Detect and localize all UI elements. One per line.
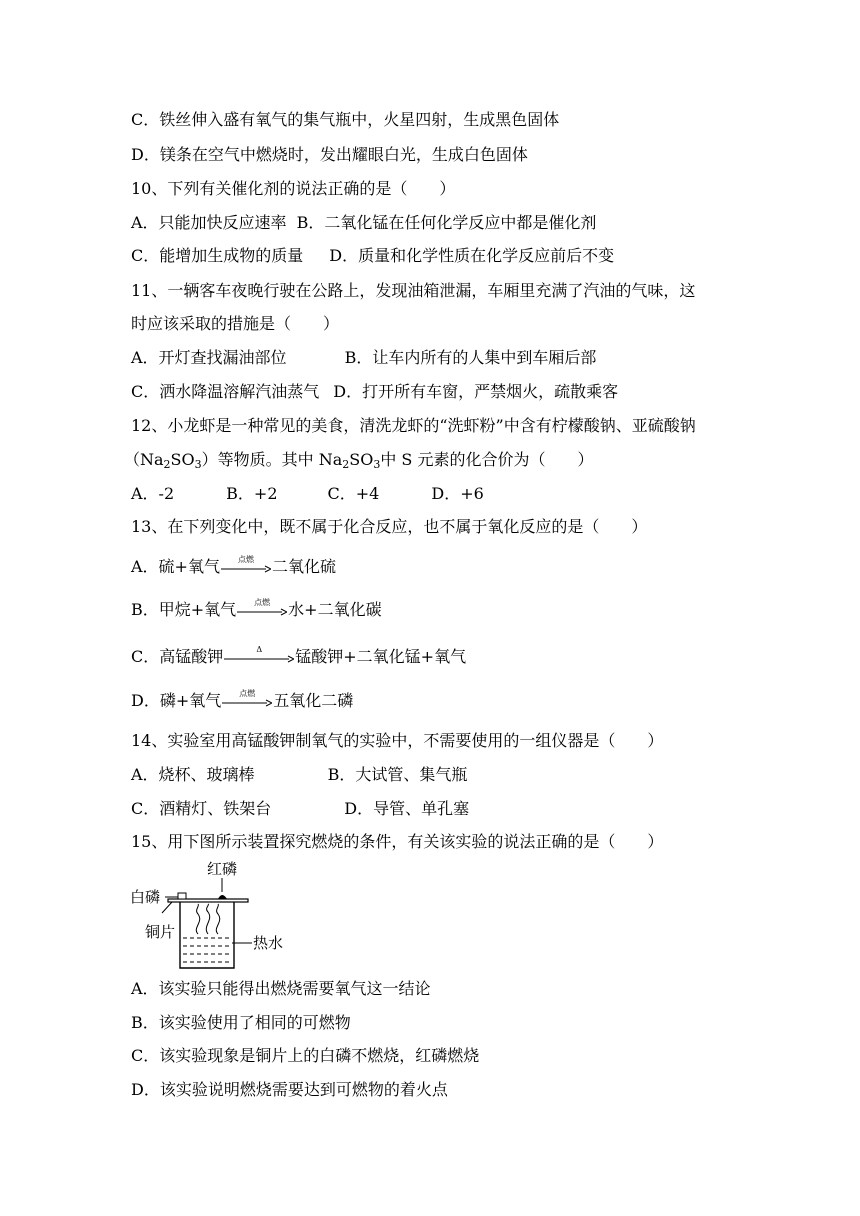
q14-option-c: C．酒精灯、铁架台 (131, 799, 272, 818)
reaction-arrow-icon: 点燃 (237, 601, 287, 621)
q11-option-a: A．开灯查找漏油部位 (131, 348, 287, 367)
copper-sheet-label: 铜片 (145, 923, 176, 941)
q12-stem-line1: 12、小龙虾是一种常见的美食，清洗龙虾的“洗虾粉”中含有柠檬酸钠、亚硫酸钠 (131, 416, 696, 435)
q11-stem-line1: 11、一辆客车夜晚行驶在公路上，发现油箱泄漏，车厢里充满了汽油的气味，这 (131, 281, 696, 300)
q11-stem-line2: 时应该采取的措施是（ ） (131, 314, 340, 333)
q10-option-d: D．质量和化学性质在化学反应前后不变 (329, 246, 615, 265)
white-phosphorus-label: 白磷 (130, 888, 161, 906)
q11-options-cd (131, 382, 618, 402)
q15-option-c: C．该实验现象是铜片上的白磷不燃烧，红磷燃烧 (131, 1046, 480, 1065)
q13-stem: 13、在下列变化中，既不属于化合反应，也不属于氧化反应的是（ ） (131, 517, 648, 536)
q10-option-b: B．二氧化锰在任何化学反应中都是催化剂 (296, 213, 597, 232)
q13-option-c: C．高锰酸钾 Δ 锰酸钾+二氧化锰+氧气 (131, 644, 467, 666)
q14-option-a: A．烧杯、玻璃棒 (131, 765, 255, 784)
reaction-arrow-icon: 点燃 (221, 558, 271, 578)
q12-option-c: C．+4 (327, 484, 380, 503)
q14-stem: 14、实验室用高锰酸钾制氧气的实验中，不需要使用的一组仪器是（ ） (131, 731, 664, 750)
red-phosphorus-label: 红磷 (207, 860, 238, 878)
q10-options-ab (131, 213, 596, 233)
q14-option-d: D．导管、单孔塞 (344, 799, 470, 818)
q11-options-ab (131, 348, 596, 368)
q13-option-b: B．甲烷+氧气 点燃 水+二氧化碳 (131, 597, 382, 619)
q12-option-a: A．-2 (131, 484, 175, 503)
reaction-arrow-icon: Δ (224, 648, 294, 668)
q11-option-b: B．让车内所有的人集中到车厢后部 (344, 348, 597, 367)
q10-options-cd (131, 246, 614, 266)
q15-option-a: A．该实验只能得出燃烧需要氧气这一结论 (131, 979, 431, 998)
q9-option-d: D．镁条在空气中燃烧时，发出耀眼白光，生成白色固体 (131, 145, 528, 164)
q14-option-b: B．大试管、集气瓶 (327, 765, 468, 784)
q10-option-a: A．只能加快反应速率 (131, 213, 287, 232)
q12-option-d: D．+6 (431, 484, 484, 503)
q14-options-cd (131, 799, 469, 819)
q10-option-c: C．能增加生成物的质量 (131, 246, 304, 265)
q12-option-b: B．+2 (226, 484, 278, 503)
q11-option-c: C．洒水降温溶解汽油蒸气 (131, 382, 320, 401)
q15-option-d: D．该实验说明燃烧需要达到可燃物的着火点 (131, 1080, 448, 1099)
combustion-apparatus-figure (128, 858, 288, 978)
q11-option-d: D．打开所有车窗，严禁烟火，疏散乘客 (333, 382, 619, 401)
q15-option-b: B．该实验使用了相同的可燃物 (131, 1013, 351, 1032)
q12-stem-line2: $(Na_2SO_3)$等物质。其中 $Na_2SO_3$中 S 元素的化合价为（ ） (124, 450, 594, 471)
q13-option-a: A．硫+氧气 点燃 二氧化硫 (131, 554, 336, 576)
q10-stem: 10、下列有关催化剂的说法正确的是（ ） (131, 179, 456, 198)
q9-option-c: C．铁丝伸入盛有氧气的集气瓶中，火星四射，生成黑色固体 (131, 110, 560, 129)
hot-water-label: 热水 (253, 934, 284, 952)
q13-option-d: D．磷+氧气 点燃 五氧化二磷 (131, 688, 354, 710)
q15-stem: 15、用下图所示装置探究燃烧的条件，有关该实验的说法正确的是（ ） (131, 832, 664, 851)
q14-options-ab (131, 765, 467, 785)
reaction-arrow-icon: 点燃 (222, 692, 272, 712)
q12-options (131, 484, 484, 504)
